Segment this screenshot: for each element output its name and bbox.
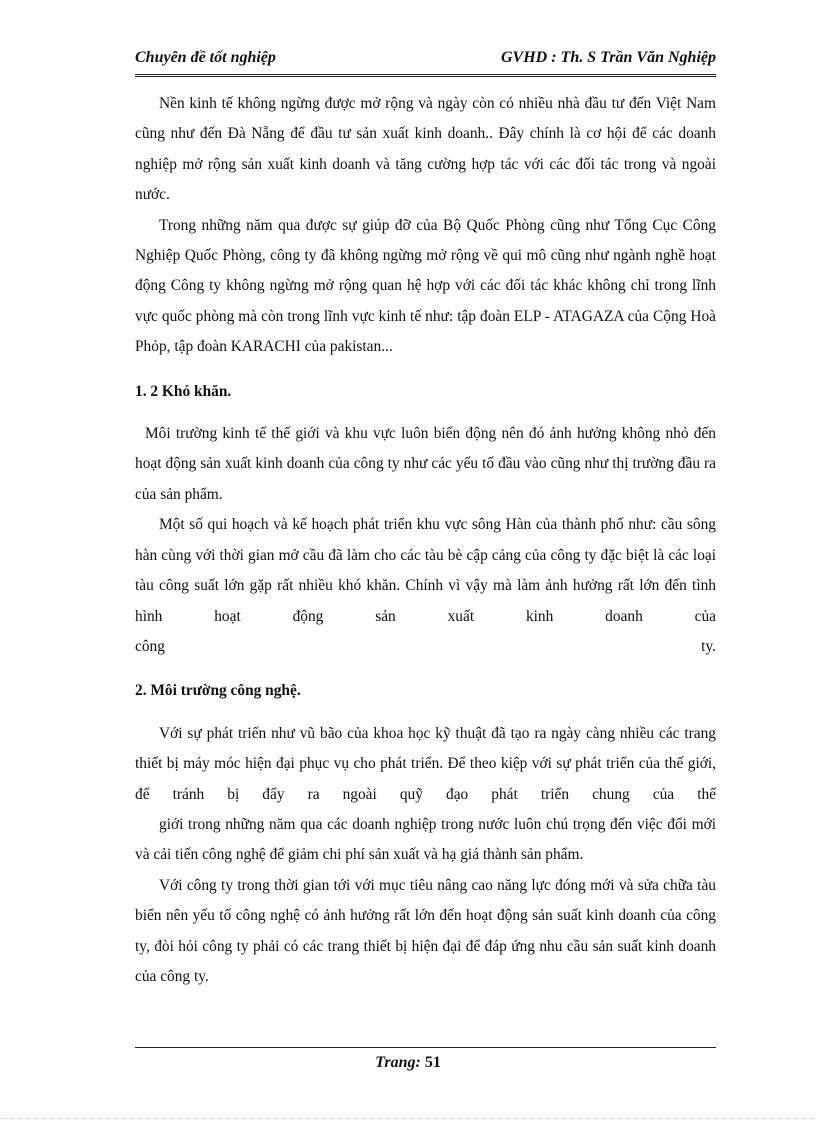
page-header [135, 46, 716, 77]
paragraph-4-end-word-a: công [135, 637, 165, 655]
page-number-label: Trang: [375, 1054, 421, 1071]
header-title: Chuyên đề tốt nghiệp [135, 49, 276, 66]
paragraph-6: Với công ty trong thời gian tới với mục tiêu nâng cao năng lực đóng mới và sửa chữa tàu biển nên yếu tố công nghệ có ảnh hưởng rất lớn đến hoạt động sản suất kinh doanh của công ty, đòi hỏi công ty phải có các trang thiết bị hiện đại để đáp ứng nhu cầu sản suất kinh doanh của công ty. [135, 876, 716, 985]
section-heading-moi-truong-cong-nghe: 2. Môi trường công nghệ. [135, 682, 301, 700]
paragraph-4: Một số qui hoạch và kế hoạch phát triển khu vực sông Hàn của thành phố như: cầu sông hàn cùng với thời gian mở cầu đã làm cho các tàu bè cập cảng của công ty đặc biệt là các loại tàu công suất lớn gặp rất nhiều khó khăn. Chính vì vậy mà làm ảnh hưởng rất lớn đến tình hình hoạt động sản xuất kinh doanh của [135, 516, 716, 625]
page-number: 51 [424, 1054, 441, 1071]
paragraph-3: Môi trường kinh tế thế giới và khu vực luôn biến động nên đó ảnh hưởng không nhỏ đến hoạt động sản xuất kinh doanh của công ty như các yếu tố đầu vào cũng như thị trường đầu ra của sản phẩm. [135, 425, 716, 503]
paragraph-5b: giới trong những năm qua các doanh nghiệp trong nước luôn chú trọng đến việc đổi mới và cải tiến công nghệ để giảm chi phí sản xuất và hạ giá thành sản phẩm. [135, 815, 716, 864]
section-heading-kho-khan: 1. 2 Khó khăn. [135, 382, 232, 400]
paragraph-2: Trong những năm qua được sự giúp đỡ của Bộ Quốc Phòng cũng như Tổng Cục Công Nghiệp Quốc Phòng, công ty đã không ngừng mở rộng về qui mô cũng như ngành nghề hoạt động Công ty không ngừng mở rộng quan hệ hợp với các đối tác khác không chỉ trong lĩnh vực quốc phòng mà còn trong lĩnh vực kinh tế như: tập đoàn ELP - ATAGAZA của Cộng Hoà Phỏp, tập đoàn KARACHI của pakistan... [135, 216, 716, 356]
paragraph-5: Với sự phát triển như vũ bão của khoa học kỹ thuật đã tạo ra ngày càng nhiều các trang thiết bị máy móc hiện đại phục vụ cho phát triển. Để theo kiệp với sự phát triển của thế giới, để tránh bị đẩy ra ngoài quỹ đạo phát triển chung của thế [135, 724, 716, 803]
paragraph-4-end [135, 632, 716, 662]
document-body [135, 89, 716, 992]
paragraph-4-end-word-b: ty. [701, 637, 716, 655]
paragraph-1: Nền kinh tế không ngừng được mở rộng và ngày còn có nhiều nhà đầu tư đến Việt Nam cũng như đến Đà Nẵng để đầu tư sản xuất kinh doanh.. Đây chính là cơ hội để các doanh nghiệp mở rộng sản xuất kinh doanh và tăng cường hợp tác với các đối tác trong và ngoài nước. [135, 95, 716, 204]
footer-divider [135, 1047, 716, 1048]
page-edge [0, 1118, 816, 1119]
page-footer [0, 1054, 816, 1072]
header-advisor: GVHD : Th. S Trần Văn Nghiệp [501, 49, 716, 66]
